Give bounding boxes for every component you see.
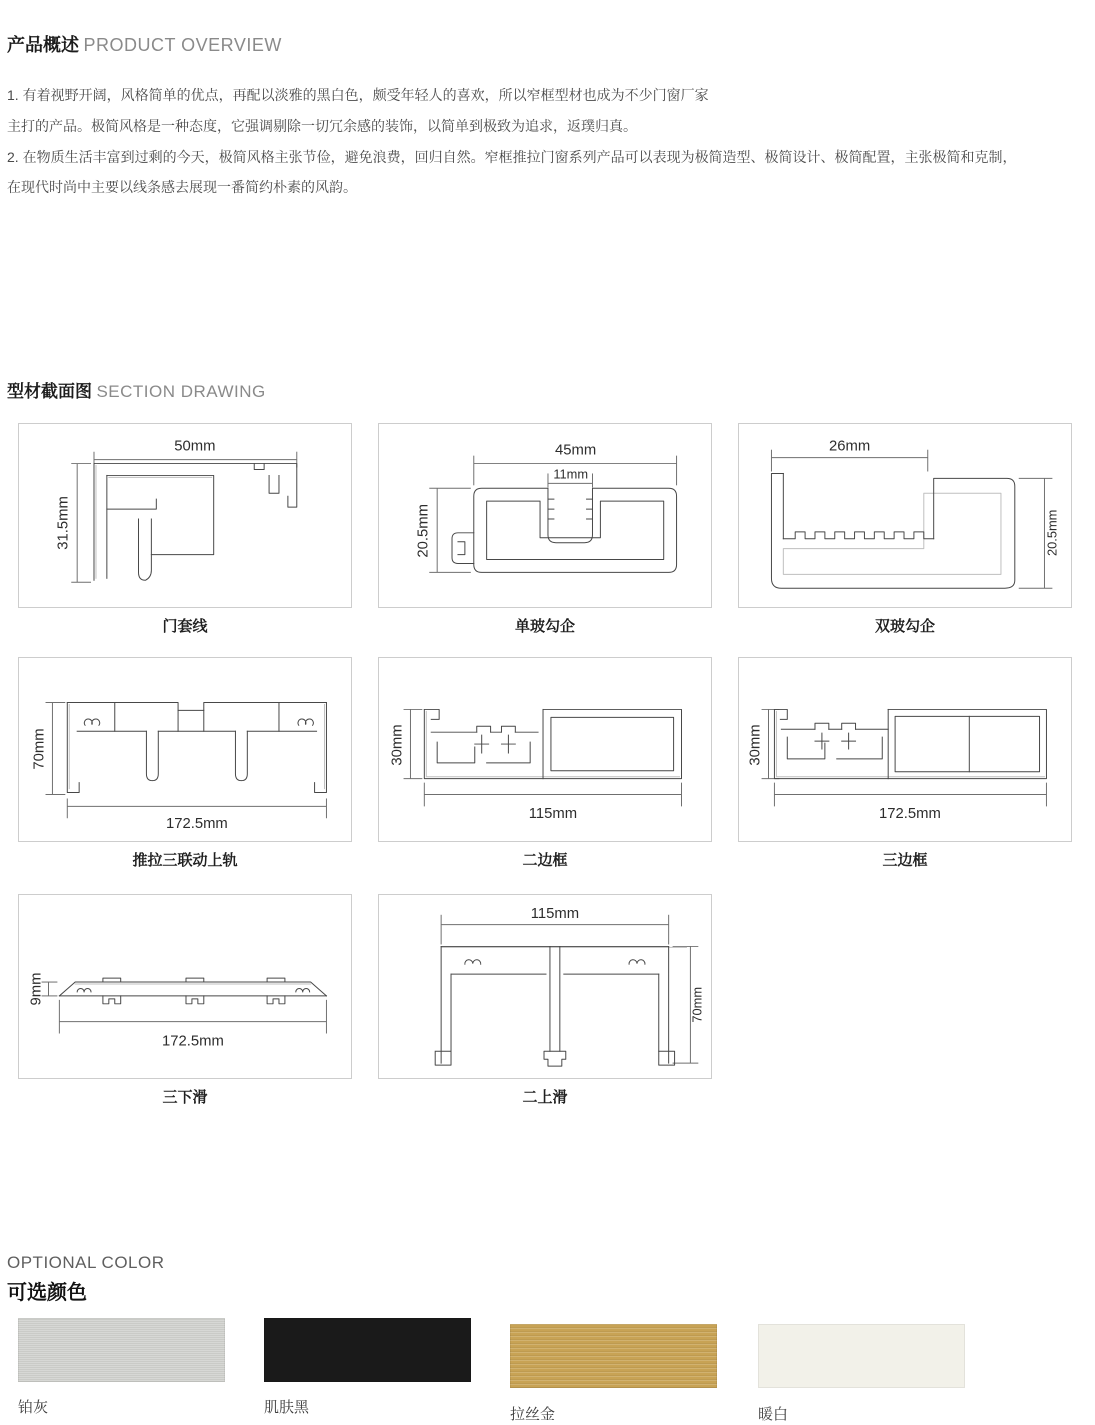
dimension-label: 20.5mm [1044,509,1060,557]
drawing-caption: 二边框 [522,852,568,869]
dimension-label: 30mm [389,724,406,766]
dimension-label: 172.5mm [165,816,228,833]
drawing-caption: 三边框 [882,852,928,869]
overview-paragraph-line: 主打的产品。极简风格是一种态度，它强调剔除一切冗余感的装饰，以简单到极致为追求，返璞归真。 [7,117,637,134]
profile-outline [774,709,1046,778]
drawing-frame [378,894,712,1079]
overview-title-en: PRODUCT OVERVIEW [83,35,282,55]
color-label: 拉丝金 [510,1406,556,1423]
drawing-two-top-slide [378,894,712,1110]
dimension-label: 20.5mm [415,504,432,558]
color-swatch-platinum-gray [18,1318,225,1382]
dimension-annotations [441,906,704,1063]
profile-sketch-bottom-slide [19,895,351,1078]
dimension-annotations [771,439,1059,588]
profile-sketch-three-side-frame [739,658,1071,841]
dimension-annotations [32,703,327,833]
profile-sketch-two-side-frame [379,658,711,841]
profile-sketch-top-slide [379,895,711,1078]
drawing-caption: 单玻勾企 [514,618,575,635]
drawing-two-side-frame [378,657,712,873]
dimension-annotations [53,439,296,583]
profile-sketch-single-glass-hook [379,424,711,607]
dimension-label: 50mm [174,438,216,455]
drawing-caption: 门套线 [162,618,208,635]
color-label: 暖白 [758,1406,789,1423]
drawing-double-glass-hook [738,423,1072,639]
dimension-label: 45mm [555,442,597,459]
profile-outline [59,978,326,1004]
drawing-frame [378,657,712,842]
overview-paragraph-line: 2. 在物质生活丰富到过剩的今天，极简风格主张节俭，避免浪费，回归自然。窄框推拉门窗系列产品可以表现为极简造型、极简设计、极简配置，主张极简和克制， [7,148,1017,165]
dimension-label: 9mm [28,972,45,1006]
drawing-frame [378,423,712,608]
color-swatch-brushed-gold [510,1324,717,1388]
profile-outline [452,488,677,572]
color-swatch-warm-white [758,1324,965,1388]
profile-sketch-double-glass-hook [739,424,1071,607]
dimension-label: 172.5mm [879,806,941,823]
profile-sketch-door-casing [19,424,351,607]
drawing-single-glass-hook [378,423,712,639]
drawing-frame [18,894,352,1079]
overview-header [7,31,282,57]
drawing-triple-sliding-top-rail [18,657,352,873]
dimension-label: 30mm [747,724,764,766]
drawing-caption: 推拉三联动上轨 [132,852,238,869]
color-label: 铂灰 [18,1399,49,1416]
profile-outline [771,473,1014,588]
profile-outline [435,946,686,1066]
section-title-en: SECTION DRAWING [96,382,266,401]
drawing-caption: 双玻勾企 [874,618,935,635]
profile-sketch-top-rail [19,658,351,841]
drawing-frame [18,423,352,608]
drawing-three-side-frame [738,657,1072,873]
drawing-frame [738,657,1072,842]
dimension-label: 11mm [553,466,589,482]
drawing-three-bottom-slide [18,894,352,1110]
drawing-caption: 二上滑 [522,1089,568,1106]
profile-outline [94,464,297,581]
overview-paragraph-line: 1. 有着视野开阔，风格简单的优点，再配以淡雅的黑白色，颇受年轻人的喜欢，所以窄框型材也成为不少门窗厂家 [7,87,709,103]
section-title-zh: 型材截面图 [7,382,92,401]
drawing-frame [18,657,352,842]
dimension-label: 26mm [829,438,871,455]
dimension-label: 172.5mm [162,1033,224,1050]
overview-paragraph-line: 在现代时尚中主要以线条感去展现一番简约朴素的风韵。 [7,179,357,196]
dimension-label: 70mm [689,986,705,1023]
profile-outline [67,703,326,793]
overview-paragraphs [7,80,1067,203]
drawing-door-casing [18,423,352,639]
drawing-frame [738,423,1072,608]
dimension-label: 31.5mm [55,496,72,550]
dimension-label: 115mm [530,905,580,922]
overview-title-zh: 产品概述 [7,35,79,55]
dimension-label: 70mm [31,728,48,770]
dimension-annotations [390,709,682,822]
profile-outline [424,709,681,778]
dimension-annotations [415,443,676,573]
color-swatch-skin-black [264,1318,471,1382]
color-label: 肌肤黑 [264,1399,310,1416]
dimension-annotations [748,709,1047,822]
optional-color-title-en: OPTIONAL COLOR [7,1253,165,1272]
dimension-label: 115mm [528,806,578,823]
drawing-caption: 三下滑 [162,1089,208,1106]
section-drawing-header [7,377,266,402]
optional-color-title-zh: 可选颜色 [7,1282,87,1304]
